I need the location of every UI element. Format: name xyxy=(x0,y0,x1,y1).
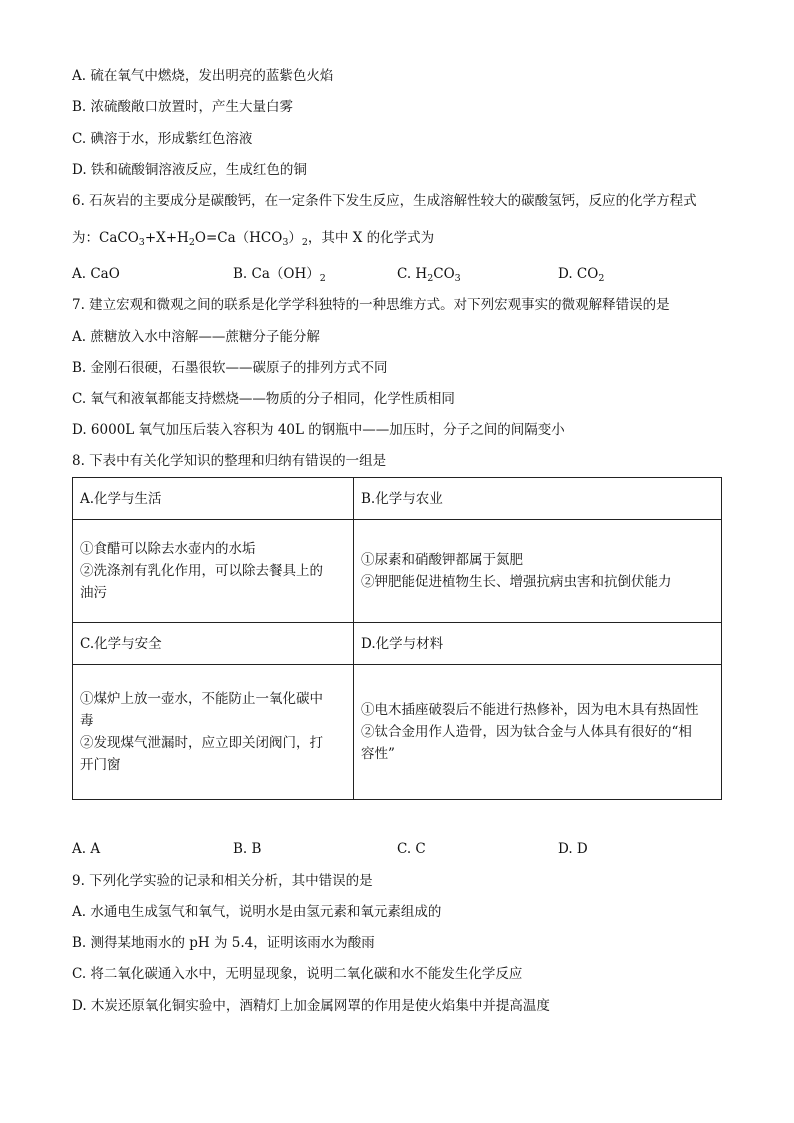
q8-option-c: C. C xyxy=(397,841,426,857)
q7-option-d: D. 6000L 氧气加压后装入容积为 40L 的钢瓶中——加压时，分子之间的间隔变小 xyxy=(72,422,565,438)
cell-c-line2: 毒 xyxy=(80,713,94,729)
cell-d-title: D.化学与材料 xyxy=(354,623,722,665)
q8-options xyxy=(72,840,722,858)
q7-option-c: C. 氧气和液氧都能支持燃烧——物质的分子相同，化学性质相同 xyxy=(72,391,455,407)
q6-eq-sub3: 3 xyxy=(282,237,289,248)
cell-a-content xyxy=(73,520,354,623)
q5-option-a: A. 硫在氧气中燃烧，发出明亮的蓝紫色火焰 xyxy=(72,68,334,84)
q9-option-b: B. 测得某地雨水的 pH 为 5.4，证明该雨水为酸雨 xyxy=(72,935,375,951)
q6-eq-sub2: 2 xyxy=(188,237,195,248)
q6-option-b-sub: 2 xyxy=(319,273,326,284)
q6-option-c-pre: C. H xyxy=(397,266,428,282)
q6-eq-sub1: 3 xyxy=(138,237,145,248)
q5-option-b: B. 浓硫酸敞口放置时，产生大量白雾 xyxy=(72,99,294,115)
q9-option-d: D. 木炭还原氧化铜实验中，酒精灯上加金属网罩的作用是使火焰集中并提高温度 xyxy=(72,998,550,1014)
q6-option-d-sub: 2 xyxy=(598,273,605,284)
q6-option-d xyxy=(558,265,604,283)
q6-option-c xyxy=(397,265,461,283)
table-row xyxy=(73,623,722,665)
q6-option-c-mid: CO xyxy=(433,266,455,282)
q9-option-c: C. 将二氧化碳通入水中，无明显现象，说明二氧化碳和水不能发生化学反应 xyxy=(72,966,523,982)
cell-a-line1: ①食醋可以除去水壶内的水垢 xyxy=(80,541,256,557)
q6-stem-line1: 6. 石灰岩的主要成分是碳酸钙，在一定条件下发生反应，生成溶解性较大的碳酸氢钙，反应的化学方程式 xyxy=(72,193,697,209)
cell-c-line3: ②发现煤气泄漏时，应立即关闭阀门，打 xyxy=(80,735,323,751)
q6-eq-prefix: 为：CaCO xyxy=(72,230,139,246)
q6-eq-mid3: ） xyxy=(288,230,302,246)
q6-eq-suffix: ，其中 X 的化学式为 xyxy=(307,230,435,246)
cell-b-content xyxy=(354,520,722,623)
q8-option-b: B. B xyxy=(233,841,262,857)
q6-option-c-sub1: 2 xyxy=(427,273,434,284)
knowledge-table xyxy=(72,477,722,800)
cell-a-title: A.化学与生活 xyxy=(73,478,354,520)
q7-option-b: B. 金刚石很硬，石墨很软——碳原子的排列方式不同 xyxy=(72,360,388,376)
q6-options xyxy=(72,265,722,283)
cell-c-title: C.化学与安全 xyxy=(73,623,354,665)
cell-b-line1: ①尿素和硝酸钾都属于氮肥 xyxy=(361,552,523,568)
q6-option-b-main: B. Ca（OH） xyxy=(233,266,320,282)
cell-d-line1: ①电木插座破裂后不能进行热修补，因为电木具有热固性 xyxy=(361,702,699,718)
q8-option-a: A. A xyxy=(72,841,101,857)
q6-eq-mid1: +X+H xyxy=(144,230,189,246)
cell-c-line1: ①煤炉上放一壶水，不能防止一氧化碳中 xyxy=(80,691,323,707)
q6-equation-line xyxy=(72,229,434,247)
cell-a-line2: ②洗涤剂有乳化作用，可以除去餐具上的 xyxy=(80,563,323,579)
cell-d-content xyxy=(354,665,722,800)
cell-b-title: B.化学与农业 xyxy=(354,478,722,520)
q7-option-a: A. 蔗糖放入水中溶解——蔗糖分子能分解 xyxy=(72,329,320,345)
q6-eq-mid2: O=Ca（HCO xyxy=(194,230,283,246)
q8-option-d: D. D xyxy=(558,841,588,857)
cell-d-line2: ②钛合金用作人造骨，因为钛合金与人体具有很好的“相 xyxy=(361,724,692,740)
cell-a-line3: 油污 xyxy=(80,585,107,601)
q9-option-a: A. 水通电生成氢气和氧气，说明水是由氢元素和氧元素组成的 xyxy=(72,904,442,920)
q6-option-b xyxy=(233,265,326,283)
q6-option-d-pre: D. CO xyxy=(558,266,599,282)
q6-option-c-sub2: 3 xyxy=(454,273,461,284)
table-row xyxy=(73,665,722,800)
cell-c-content xyxy=(73,665,354,800)
q9-stem: 9. 下列化学实验的记录和相关分析，其中错误的是 xyxy=(72,873,373,889)
q5-option-c: C. 碘溶于水，形成紫红色溶液 xyxy=(72,131,253,147)
q6-eq-sub4: 2 xyxy=(301,237,308,248)
q6-option-a: A. CaO xyxy=(72,266,120,282)
cell-b-line2: ②钾肥能促进植物生长、增强抗病虫害和抗倒伏能力 xyxy=(361,574,672,590)
cell-d-line3: 容性” xyxy=(361,746,395,762)
table-row xyxy=(73,520,722,623)
cell-c-line4: 开门窗 xyxy=(80,757,121,773)
table-row xyxy=(73,478,722,520)
q5-option-d: D. 铁和硫酸铜溶液反应，生成红色的铜 xyxy=(72,162,307,178)
q7-stem: 7. 建立宏观和微观之间的联系是化学学科独特的一种思维方式。对下列宏观事实的微观解释错误的是 xyxy=(72,297,670,313)
q8-stem: 8. 下表中有关化学知识的整理和归纳有错误的一组是 xyxy=(72,453,387,469)
